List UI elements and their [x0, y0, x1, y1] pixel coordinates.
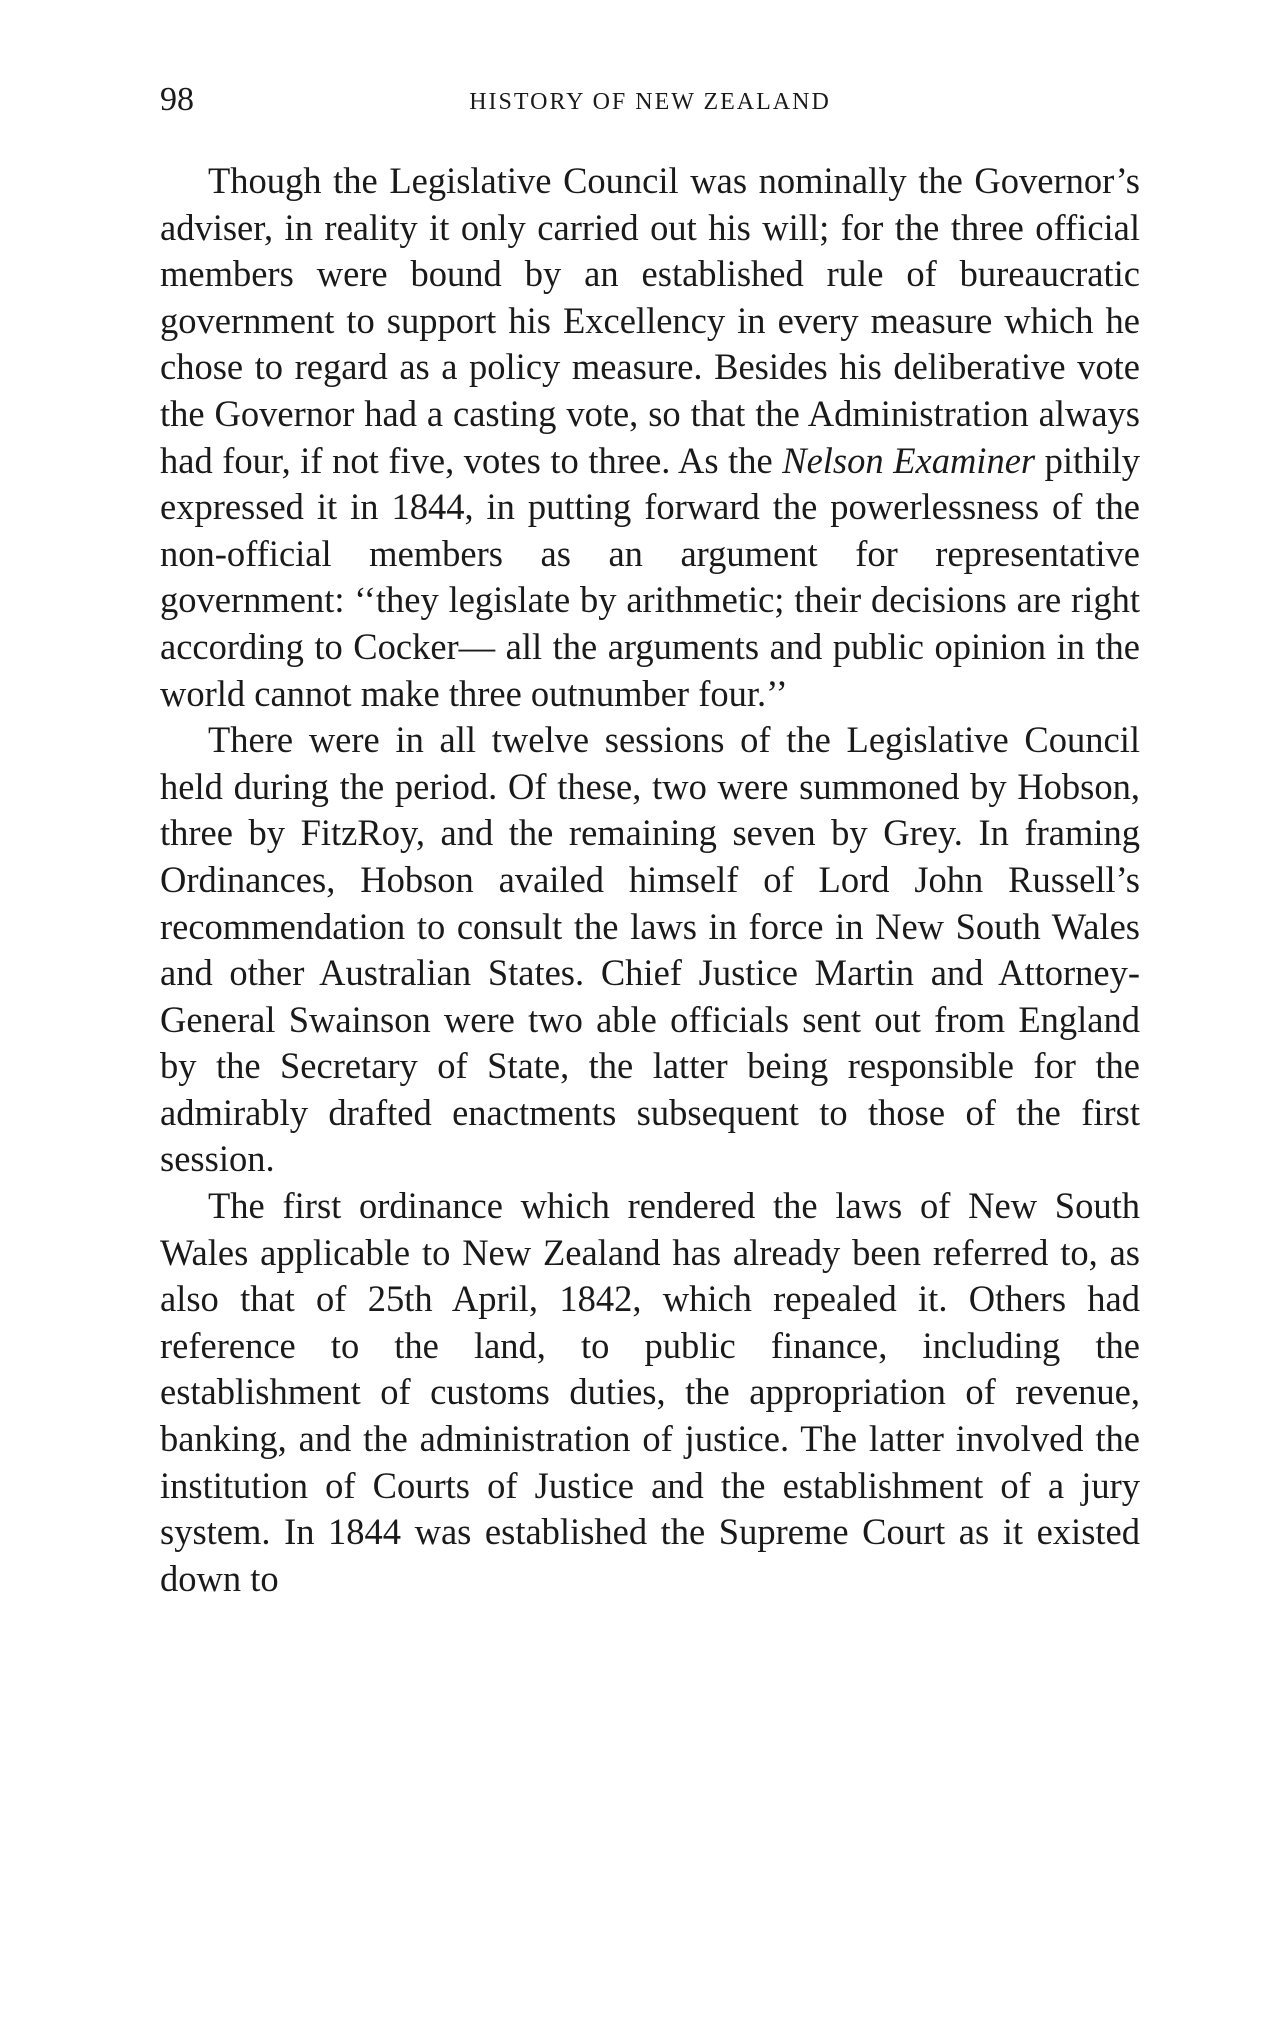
- running-head: [160, 80, 1140, 140]
- paragraph-legislative-council: [160, 158, 1140, 717]
- paragraph-text: pithily expressed it in 1844, in putting forward the powerlessness of the non-official members as an argument for representative government: ‘‘they legislate by arithmetic; their decisions are right according to Cocker— all the arguments and public opinion in the world cannot make three outnumber four.’’: [160, 439, 1140, 714]
- running-title: HISTORY OF NEW ZEALAND: [469, 89, 831, 115]
- page-number: 98: [160, 81, 194, 118]
- book-page: [160, 80, 1140, 1602]
- newspaper-title: Nelson Examiner: [782, 439, 1036, 481]
- body-text: [160, 158, 1140, 1602]
- paragraph-ordinances: The first ordinance which rendered the laws of New South Wales applicable to New Zealand has already been referred to, as also that of 25th April, 1842, which repealed it. Others had reference to the land, to public finance, including the establishment of customs duties, the appropriation of revenue, banking, and the administration of justice. The latter involved the institution of Courts of Justice and the establishment of a jury system. In 1844 was established the Supreme Court as it existed down to: [160, 1185, 1140, 1599]
- paragraph-sessions: There were in all twelve sessions of the Legislative Council held during the period. Of these, two were summoned by Hobson, three by FitzRoy, and the remaining seven by Grey. In framing Ordinances, Hobson availed himself of Lord John Russell’s recommendation to consult the laws in force in New South Wales and other Australian States. Chief Justice Martin and Attorney-General Swainson were two able officials sent out from England by the Secretary of State, the latter being responsible for the admirably drafted enactments subsequent to those of the first session.: [160, 719, 1140, 1180]
- paragraph-text: Though the Legislative Council was nominally the Governor’s adviser, in reality it only carried out his will; for the three official members were bound by an established rule of bureaucratic government to support his Excellency in every measure which he chose to regard as a policy measure. Besides his deliberative vote the Governor had a casting vote, so that the Administration always had four, if not five, votes to three. As the: [160, 160, 1140, 481]
